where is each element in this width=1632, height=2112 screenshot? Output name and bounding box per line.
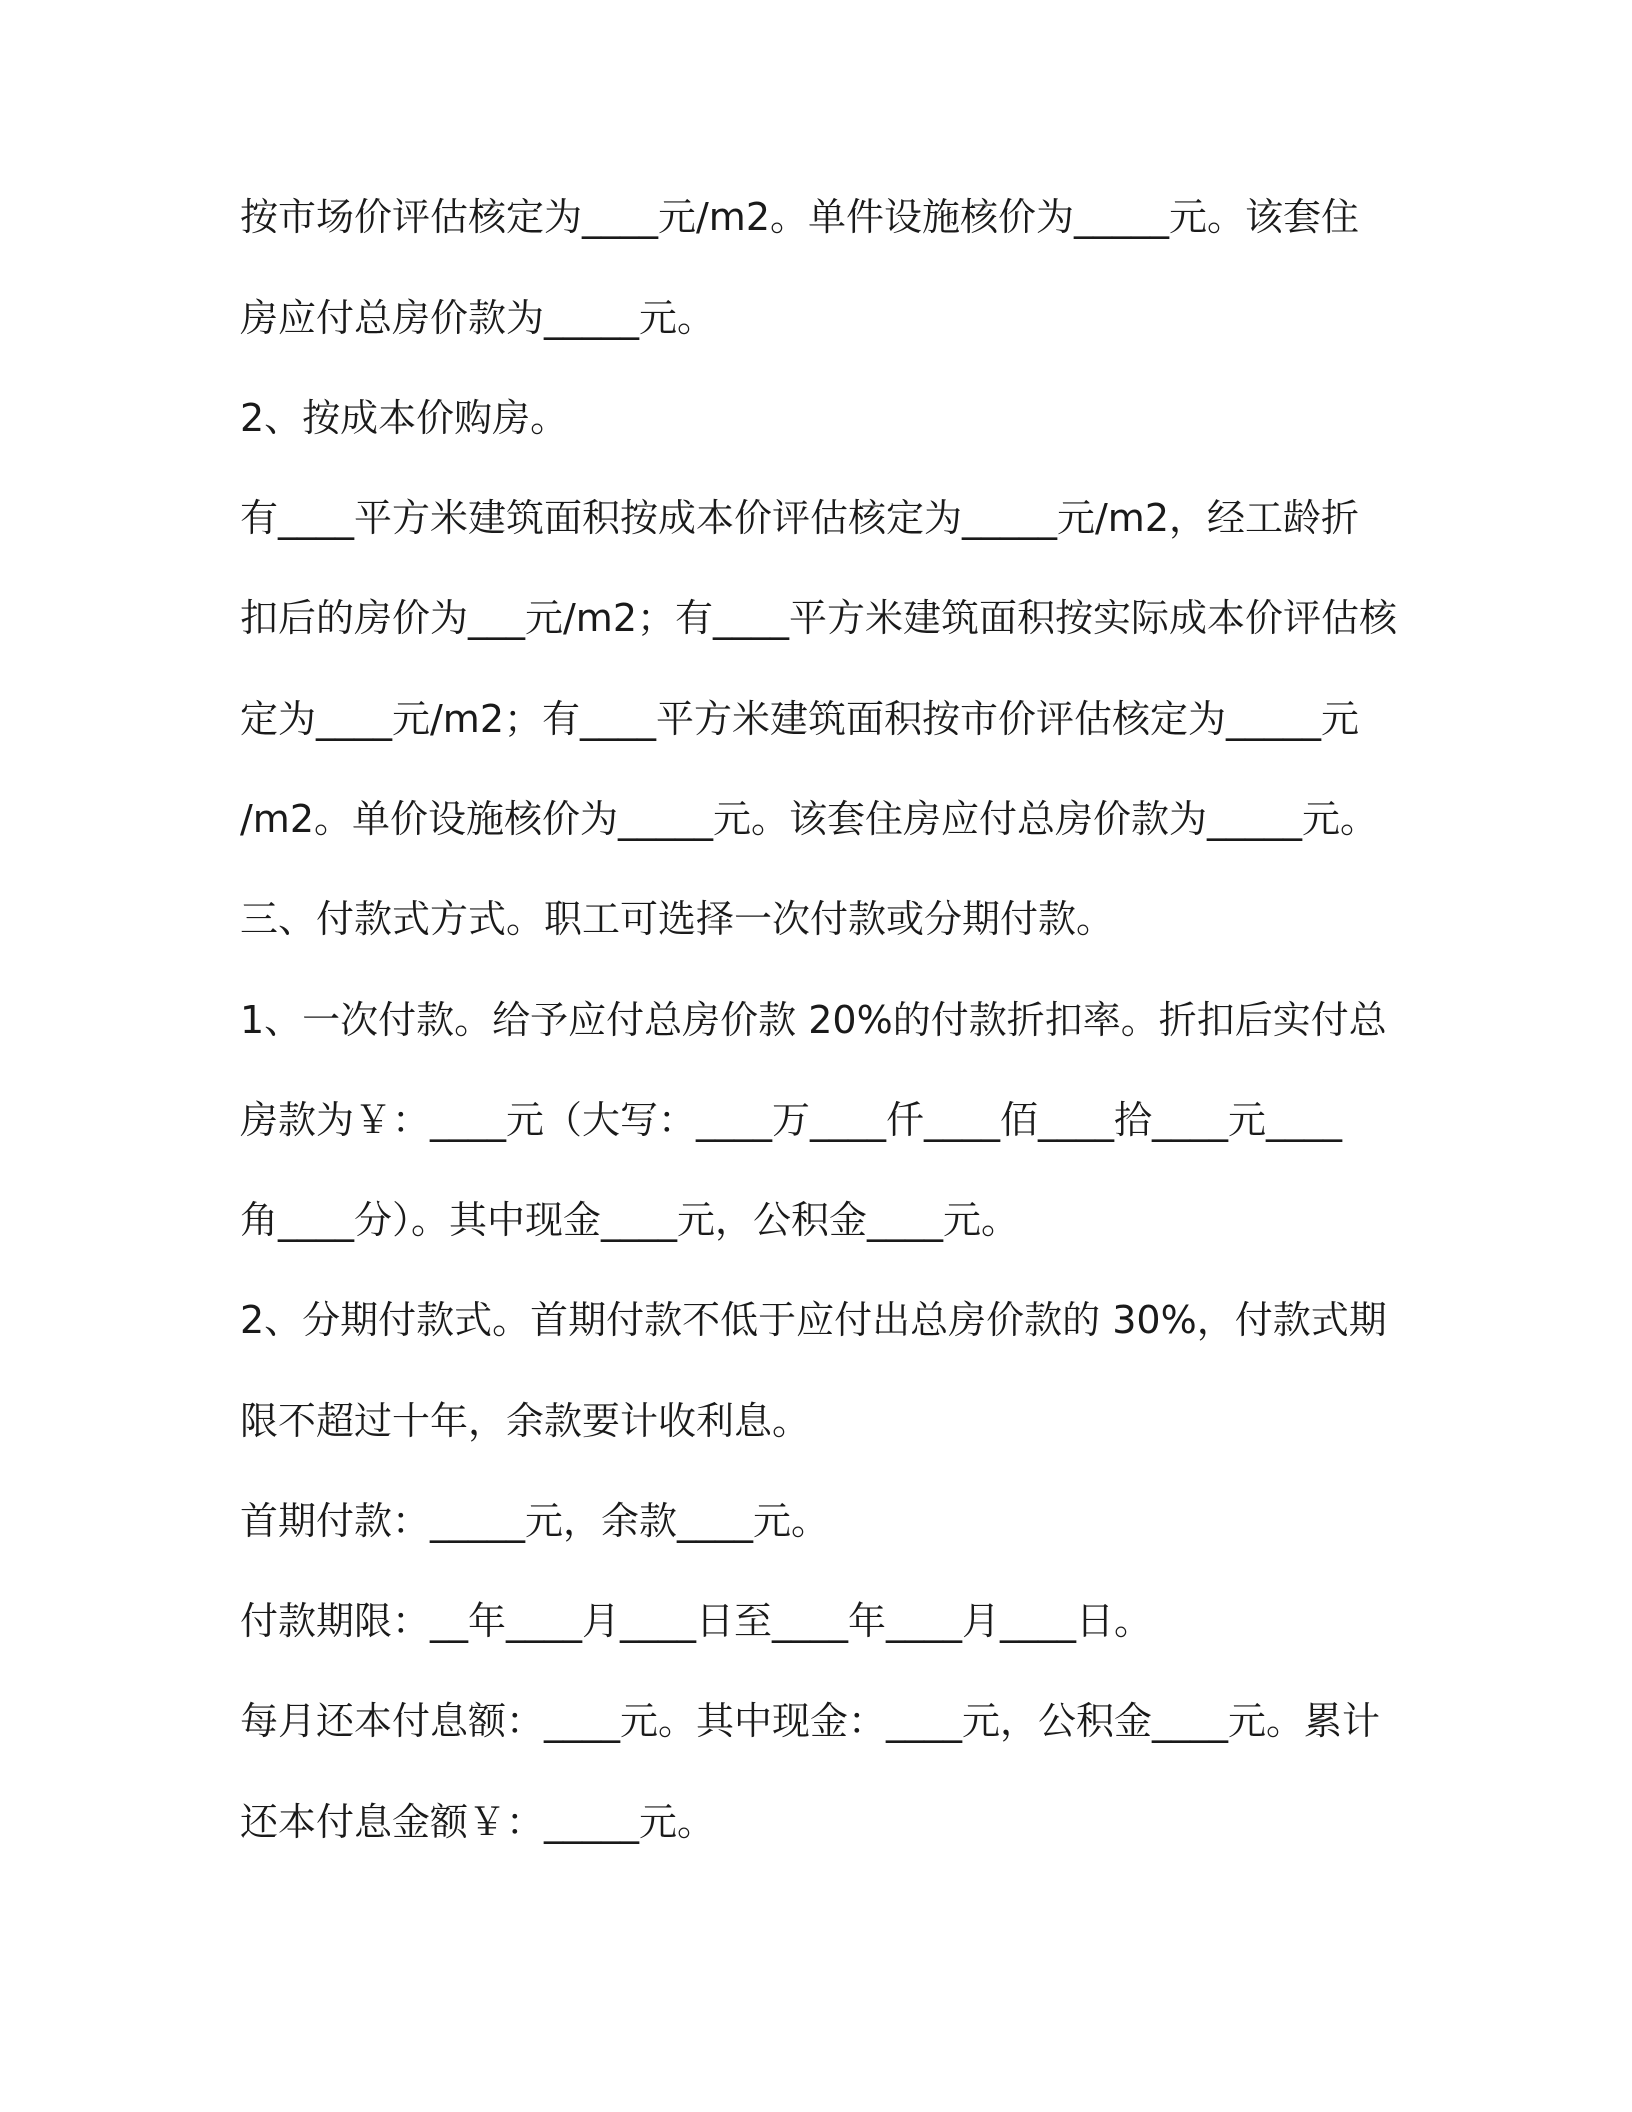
text-line: /m2。单价设施核价为_____元。该套住房应付总房价款为_____元。 [240,797,1378,841]
text-line: 2、分期付款式。首期付款不低于应付出总房价款的 30%，付款式期 [240,1298,1387,1342]
text-line: 房应付总房价款为_____元。 [240,296,716,340]
text-line: 还本付息金额￥：_____元。 [240,1800,716,1844]
section-heading: 三、付款式方式。职工可选择一次付款或分期付款。 [240,897,1115,941]
text-line: 房款为￥：____元（大写：____万____仟____佰____拾____元____ [240,1098,1343,1142]
text-line: 限不超过十年，余款要计收利息。 [240,1399,811,1443]
text-line: 定为____元/m2；有____平方米建筑面积按市价评估核定为_____元 [240,697,1359,741]
text-line: 有____平方米建筑面积按成本价评估核定为_____元/m2，经工龄折 [240,496,1359,540]
text-line: 首期付款：_____元，余款____元。 [240,1499,830,1543]
text-line: 按市场价评估核定为____元/m2。单件设施核价为_____元。该套住 [240,195,1359,239]
text-line: 1、一次付款。给予应付总房价款 20%的付款折扣率。折扣后实付总 [240,998,1387,1042]
text-line: 付款期限：__年____月____日至____年____月____日。 [240,1599,1153,1643]
text-line: 每月还本付息额：____元。其中现金：____元，公积金____元。累计 [240,1699,1381,1743]
text-line: 角____分）。其中现金____元，公积金____元。 [240,1198,1020,1242]
text-line: 扣后的房价为___元/m2；有____平方米建筑面积按实际成本价评估核 [240,596,1397,640]
section-heading: 2、按成本价购房。 [240,396,569,440]
